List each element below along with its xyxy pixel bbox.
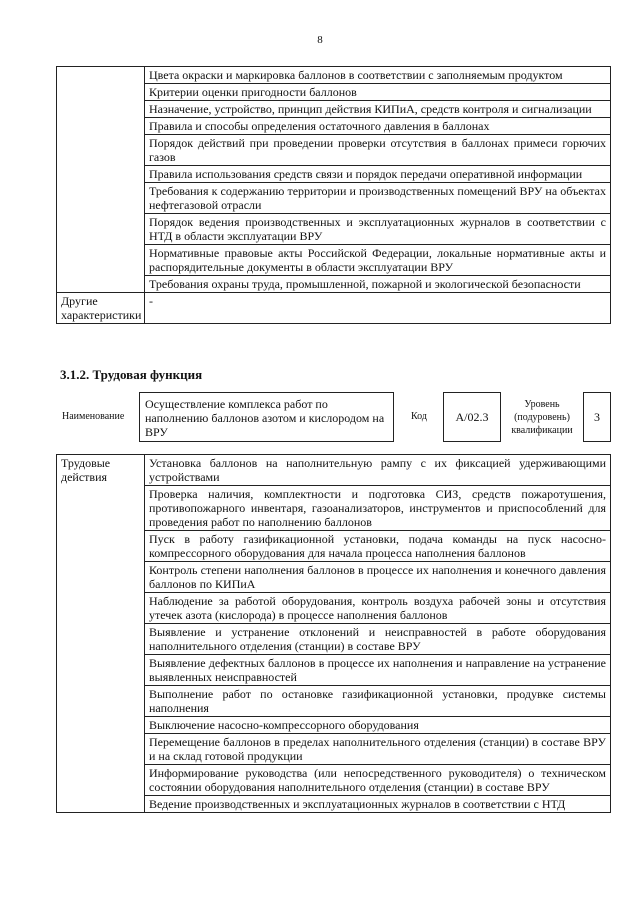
other-characteristics-label: Другие характеристики: [57, 293, 145, 324]
table-cell: Наблюдение за работой оборудования, контроль воздуха рабочей зоны и отсутствия утечек азота (кислорода) в процессе наполнения баллонов: [145, 593, 611, 624]
table-cell: Требования к содержанию территории и производственных помещений ВРУ на объектах нефтегазовой отрасли: [145, 183, 611, 214]
table-row: [57, 67, 611, 84]
table-cell: Порядок ведения производственных и эксплуатационных журналов в соответствии с НТД в области эксплуатации ВРУ: [145, 214, 611, 245]
function-name-box: Осуществление комплекса работ по наполнению баллонов азотом и кислородом на ВРУ: [139, 392, 394, 442]
table-cell: Проверка наличия, комплектности и подготовка СИЗ, средств пожаротушения, противопожарного инвентаря, газоанализаторов, инструментов и приспособлений для проведения работ по наполнению баллонов: [145, 486, 611, 531]
code-label: Код: [411, 411, 427, 422]
labor-actions-label: Трудовые действия: [57, 455, 145, 813]
table-cell: Нормативные правовые акты Российской Федерации, локальные нормативные акты и распорядительные документы в области эксплуатации ВРУ: [145, 245, 611, 276]
knowledge-table: [56, 66, 611, 324]
table-cell: Контроль степени наполнения баллонов в процессе их наполнения и конечного давления баллонов по КИПиА: [145, 562, 611, 593]
table-cell: Цвета окраски и маркировка баллонов в соответствии с заполняемым продуктом: [145, 67, 611, 84]
table-cell: -: [145, 293, 611, 324]
level-label: Уровень (подуровень) квалификации: [511, 399, 573, 436]
table-cell: Выявление и устранение отклонений и неисправностей в работе оборудования наполнительного отделения (станции) в составе ВРУ: [145, 624, 611, 655]
page-number: 8: [317, 34, 323, 46]
table-cell: Пуск в работу газификационной установки, подача команды на пуск насосно-компрессорного оборудования для начала процесса наполнения баллонов: [145, 531, 611, 562]
table-cell: Правила и способы определения остаточного давления в баллонах: [145, 118, 611, 135]
table-cell: Критерии оценки пригодности баллонов: [145, 84, 611, 101]
table-cell: Ведение производственных и эксплуатационных журналов в соответствии с НТД: [145, 796, 611, 813]
table-cell: Выключение насосно-компрессорного оборудования: [145, 717, 611, 734]
table-cell: Выполнение работ по остановке газификационной установки, продувке системы наполнения: [145, 686, 611, 717]
level-box: 3: [583, 392, 611, 442]
table-cell: Требования охраны труда, промышленной, пожарной и экологической безопасности: [145, 276, 611, 293]
labor-actions-table: [56, 454, 611, 813]
table-left-cell: [57, 67, 145, 293]
table-cell: Информирование руководства (или непосредственного руководителя) о техническом состоянии оборудования наполнительного отделения (станции) в составе ВРУ: [145, 765, 611, 796]
table-cell: Правила использования средств связи и порядок передачи оперативной информации: [145, 166, 611, 183]
section-title: 3.1.2. Трудовая функция: [60, 367, 203, 382]
name-label: Наименование: [62, 411, 125, 422]
table-cell: Порядок действий при проведении проверки отсутствия в баллонах примеси горючих газов: [145, 135, 611, 166]
table-cell: Выявление дефектных баллонов в процессе их наполнения и направление на устранение выявленных неисправностей: [145, 655, 611, 686]
code-box: A/02.3: [443, 392, 501, 442]
table-row: [57, 293, 611, 324]
table-cell: Перемещение баллонов в пределах наполнительного отделения (станции) в составе ВРУ и на склад готовой продукции: [145, 734, 611, 765]
table-cell: Установка баллонов на наполнительную рампу с их фиксацией удерживающими устройствами: [145, 455, 611, 486]
table-row: [57, 455, 611, 486]
table-cell: Назначение, устройство, принцип действия КИПиА, средств контроля и сигнализации: [145, 101, 611, 118]
